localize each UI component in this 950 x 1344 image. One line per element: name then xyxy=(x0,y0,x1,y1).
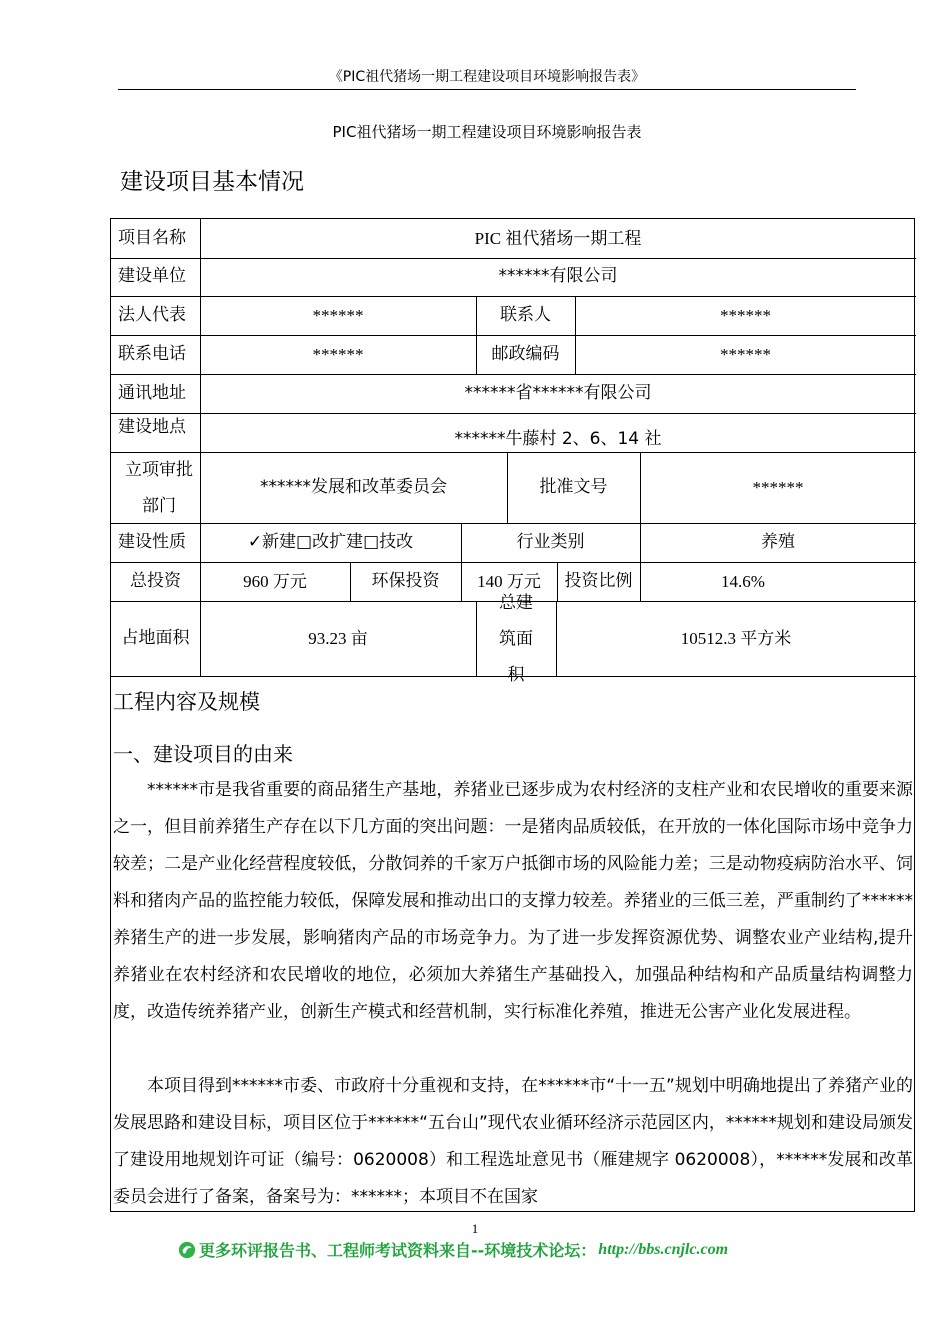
invest-ratio-label: 投资比例 xyxy=(564,570,633,591)
site-value: ******牛藤村 2、6、14 社 xyxy=(454,429,662,450)
nature-label: 建设性质 xyxy=(118,531,186,552)
footer-link[interactable]: http://bbs.cnjlc.com xyxy=(598,1240,729,1258)
total-invest-value: 960 万元 xyxy=(243,571,307,591)
industry-value: 养殖 xyxy=(761,531,795,552)
nature-value: ✓新建□改扩建□技改 xyxy=(247,531,414,552)
industry-label: 行业类别 xyxy=(516,531,585,552)
invest-ratio-value: 14.6% xyxy=(721,571,765,591)
page-number: 1 xyxy=(471,1221,479,1236)
unit-label: 建设单位 xyxy=(118,266,186,287)
total-invest-label: 总投资 xyxy=(130,570,181,591)
legal-rep-value: ****** xyxy=(312,305,364,325)
paragraph-1: ******市是我省重要的商品猪生产基地，养猪业已逐步成为农村经济的支柱产业和农民增收的重要来源之一，但目前养猪生产存在以下几方面的突出问题：一是猪肉品质较低，在开放的一体化国际市场中竞争力较差；二是产业化经营程度较低，分散饲养的千家万户抵御市场的风险能力差；三是动物疫病防治水平、饲料和猪肉产品的监控能力较低，保障发展和推动出口的支撑力较差。养猪业的三低三差，严重制约了******养猪生产的进一步发展，影响猪肉产品的市场竞争力。为了进一步发挥资源优势、调整农业产业结构,提升养猪业在农村经济和农民增收的地位，必须加大养猪生产基础投入，加强品种结构和产品质量结构调整力度，改造传统养猪产业，创新生产模式和经营机制，实行标准化养殖，推进无公害产业化发展进程。 xyxy=(113,780,913,1022)
section-heading: 建设项目基本情况 xyxy=(120,169,304,195)
approval-no-value: ****** xyxy=(752,477,804,497)
address-value: ******省******有限公司 xyxy=(464,382,652,403)
address-label: 通讯地址 xyxy=(118,382,186,403)
document-title: PIC祖代猪场一期工程建设项目环境影响报告表 xyxy=(332,123,642,141)
footer-banner[interactable] xyxy=(178,1238,728,1261)
unit-value: ******有限公司 xyxy=(498,266,618,287)
postcode-value: ****** xyxy=(720,344,771,364)
footer-text: 更多环评报告书、工程师考试资料来自--环境技术论坛： xyxy=(199,1241,597,1260)
running-header: 《PIC祖代猪场一期工程建设项目环境影响报告表》 xyxy=(328,69,646,85)
content-heading: 工程内容及规模 xyxy=(113,690,260,714)
land-area-label: 占地面积 xyxy=(121,627,190,648)
legal-rep-label: 法人代表 xyxy=(118,304,186,325)
project-name-label: 项目名称 xyxy=(118,227,186,248)
site-label: 建设地点 xyxy=(118,417,186,438)
phone-value: ****** xyxy=(312,344,364,364)
floor-area-value: 10512.3 平方米 xyxy=(680,628,792,648)
approval-no-label: 批准文号 xyxy=(539,476,608,497)
approval-dept-value: ******发展和改革委员会 xyxy=(260,476,447,497)
basic-info-table xyxy=(110,218,915,685)
forum-logo-icon xyxy=(178,1241,196,1259)
paragraph-2: 本项目得到******市委、市政府十分重视和支持，在******市“十一五”规划中明确地提出了养猪产业的发展思路和建设目标，项目区位于******“五台山”现代农业循环经济示范园区内，******规划和建设局颁发了建设用地规划许可证（编号：0620008）和工程选址意见书（雁建规字 0620008），******发展和改革委员会进行了备案，备案号为：******；本项目不在国家 xyxy=(113,1076,913,1207)
env-invest-label: 环保投资 xyxy=(371,570,440,591)
contact-value: ****** xyxy=(720,305,771,325)
project-content-section xyxy=(110,676,915,1212)
approval-dept-label: 立项审批部门 xyxy=(125,459,193,516)
floor-area-label: 总建筑面积 xyxy=(499,592,533,685)
phone-label: 联系电话 xyxy=(118,343,186,364)
land-area-value: 93.23 亩 xyxy=(308,628,368,648)
env-invest-value: 140 万元 xyxy=(477,571,541,591)
postcode-label: 邮政编码 xyxy=(491,343,560,364)
header-rule xyxy=(118,89,856,90)
sub-heading: 一、建设项目的由来 xyxy=(113,742,293,766)
project-name-value: PIC 祖代猪场一期工程 xyxy=(474,228,642,248)
contact-label: 联系人 xyxy=(500,304,551,325)
